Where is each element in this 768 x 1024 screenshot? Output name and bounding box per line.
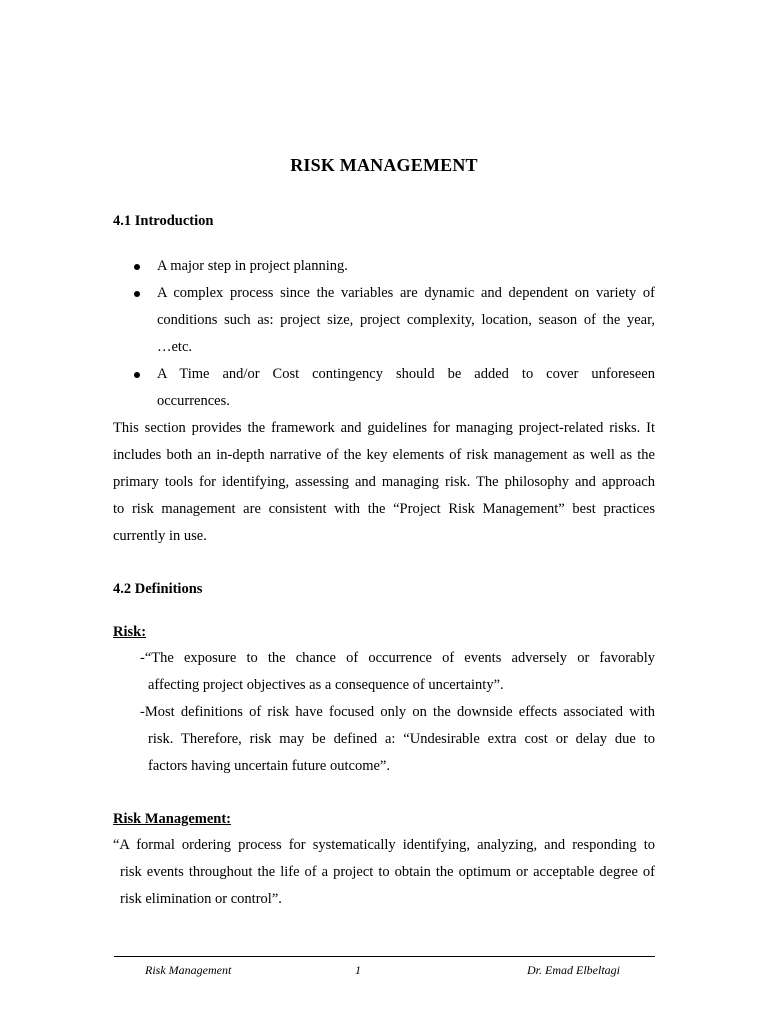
bullet-2-line-2: conditions such as: project size, project complexity, location, season of the year, [157,312,655,328]
section-heading-definitions: 4.2 Definitions [113,581,203,597]
bullet-3-line-1: A Time and/or Cost contingency should be added to cover unforeseen [157,366,655,382]
bullet-icon [134,372,140,378]
bullet-icon [134,264,140,270]
intro-paragraph-line-2: includes both an in-depth narrative of the key elements of risk management as well as the [113,447,655,463]
footer-author: Dr. Emad Elbeltagi [527,963,620,977]
intro-paragraph-line-1: This section provides the framework and guidelines for managing project-related risks. It [113,420,655,436]
intro-paragraph-line-4: to risk management are consistent with the “Project Risk Management” best practices [113,501,655,517]
bullet-icon [134,291,140,297]
section-heading-introduction: 4.1 Introduction [113,213,214,229]
bullet-2-line-3: …etc. [157,339,193,355]
bullet-3-line-2: occurrences. [157,393,230,409]
risk-management-line-2: risk events throughout the life of a project to obtain the optimum or acceptable degree of [120,864,655,880]
footer-document-title: Risk Management [145,963,232,977]
risk-definition-2-line-1: -Most definitions of risk have focused only on the downside effects associated with [140,704,655,720]
risk-label: Risk: [113,624,147,640]
bullet-2-line-1: A complex process since the variables are dynamic and dependent on variety of [157,285,655,301]
risk-management-line-3: risk elimination or control”. [120,891,282,907]
risk-definition-1-line-1: -“The exposure to the chance of occurrence of events adversely or favorably [140,650,655,666]
footer-page-number: 1 [355,963,361,977]
footer-divider [114,956,655,957]
risk-definition-2-line-3: factors having uncertain future outcome”. [148,758,390,774]
risk-management-label: Risk Management: [113,811,232,827]
risk-definition-2-line-2: risk. Therefore, risk may be defined a: “Undesirable extra cost or delay due to [148,731,655,747]
intro-paragraph-line-5: currently in use. [113,528,207,544]
page-title: RISK MANAGEMENT [290,155,478,175]
risk-definition-1-line-2: affecting project objectives as a consequence of uncertainty”. [148,677,504,693]
intro-paragraph-line-3: primary tools for identifying, assessing and managing risk. The philosophy and approach [113,474,655,490]
risk-management-line-1: “A formal ordering process for systematically identifying, analyzing, and responding to [113,837,655,853]
bullet-1-line-1: A major step in project planning. [157,258,348,274]
